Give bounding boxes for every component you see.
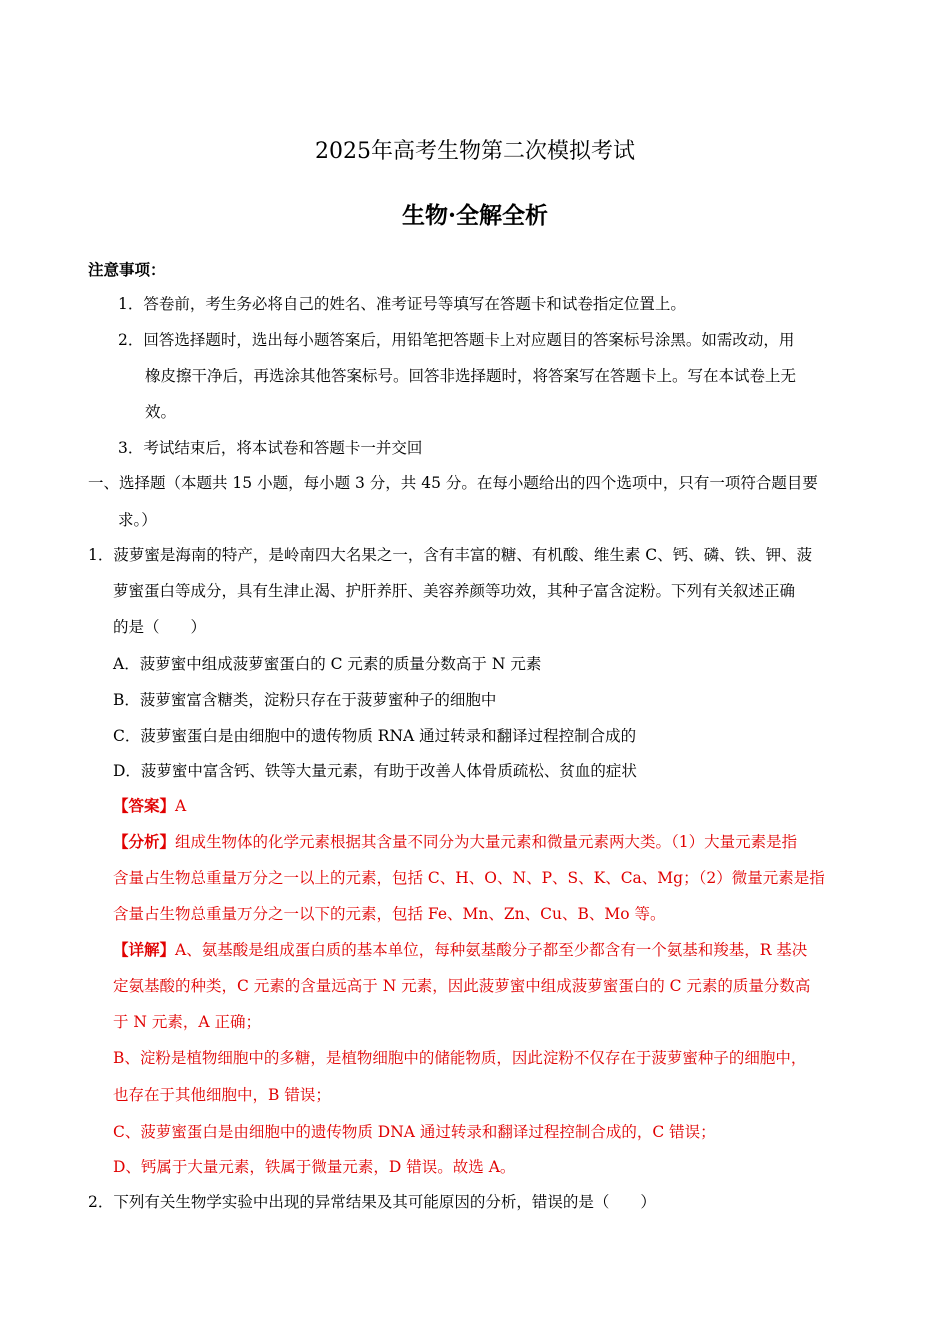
q1-analysis-line-3: 含量占生物总重量万分之一以下的元素，包括 Fe、Mn、Zn、Cu、B、Mo 等。 [113, 905, 666, 923]
notes-heading: 注意事项： [88, 260, 166, 279]
document-subtitle: 生物·全解全析 [401, 202, 548, 229]
q1-option-b: B．菠萝蜜富含糖类，淀粉只存在于菠萝蜜种子的细胞中 [113, 691, 497, 709]
q1-option-c: C．菠萝蜜蛋白是由细胞中的遗传物质 RNA 通过转录和翻译过程控制合成的 [113, 727, 637, 745]
q1-detail-line-2: 定氨基酸的种类，C 元素的含量远高于 N 元素，因此菠萝蜜中组成菠萝蜜蛋白的 C 元素的质量分数高 [113, 977, 811, 995]
analysis-text-1: 组成生物体的化学元素根据其含量不同分为大量元素和微量元素两大类。（1）大量元素是指 [175, 833, 798, 851]
q1-answer [113, 796, 186, 816]
q1-option-d: D．菠萝蜜中富含钙、铁等大量元素，有助于改善人体骨质疏松、贫血的症状 [113, 762, 637, 780]
answer-tag: 【答案】 [113, 796, 176, 815]
q1-detail-c: C、菠萝蜜蛋白是由细胞中的遗传物质 DNA 通过转录和翻译过程控制合成的，C 错误； [113, 1123, 716, 1141]
q1-stem-line-2: 萝蜜蛋白等成分，具有生津止渴、护肝养肝、美容养颜等功效，其种子富含淀粉。下列有关叙述正确 [113, 582, 796, 600]
section-heading-line-1: 一、选择题（本题共 15 小题，每小题 3 分，共 45 分。在每小题给出的四个选项中，只有一项符合题目要 [88, 474, 818, 492]
q1-stem-line-1: 1．菠萝蜜是海南的特产，是岭南四大名果之一，含有丰富的糖、有机酸、维生素 C、钙、磷、铁、钾、菠 [88, 546, 813, 564]
note-item-1: 1．答卷前，考生务必将自己的姓名、准考证号等填写在答题卡和试卷指定位置上。 [118, 295, 686, 313]
note-item-2-line-2: 橡皮擦干净后，再选涂其他答案标号。回答非选择题时，将答案写在答题卡上。写在本试卷上无 [145, 367, 797, 385]
q1-detail-line-1 [113, 940, 807, 960]
q2-stem-line-1: 2．下列有关生物学实验中出现的异常结果及其可能原因的分析，错误的是（ ） [88, 1193, 656, 1211]
q1-detail-line-3: 于 N 元素，A 正确； [113, 1013, 262, 1031]
q1-analysis-line-1 [113, 832, 797, 852]
detail-text-1: A、氨基酸是组成蛋白质的基本单位，每种氨基酸分子都至少都含有一个氨基和羧基，R 基决 [175, 941, 808, 959]
q1-detail-b-line-2: 也存在于其他细胞中，B 错误； [113, 1086, 331, 1104]
q1-option-a: A．菠萝蜜中组成菠萝蜜蛋白的 C 元素的质量分数高于 N 元素 [113, 655, 542, 673]
document-title: 2025年高考生物第二次模拟考试 [315, 139, 635, 164]
note-item-2-line-3: 效。 [145, 403, 177, 421]
detail-tag: 【详解】 [113, 940, 176, 959]
q1-stem-line-3: 的是（ ） [113, 618, 207, 636]
section-heading-line-2: 求。） [118, 511, 157, 529]
analysis-tag: 【分析】 [113, 832, 176, 851]
q1-detail-b-line-1: B、淀粉是植物细胞中的多糖，是植物细胞中的储能物质，因此淀粉不仅存在于菠萝蜜种子的细胞中， [113, 1049, 807, 1067]
answer-value: A [175, 797, 187, 815]
q1-detail-d: D、钙属于大量元素，铁属于微量元素，D 错误。故选 A。 [113, 1158, 516, 1176]
q1-analysis-line-2: 含量占生物总重量万分之一以上的元素，包括 C、H、O、N、P、S、K、Ca、Mg；（2）微量元素是指 [113, 869, 825, 887]
note-item-2-line-1: 2．回答选择题时，选出每小题答案后，用铅笔把答题卡上对应题目的答案标号涂黑。如需改动，用 [118, 331, 795, 349]
note-item-3: 3．考试结束后，将本试卷和答题卡一并交回 [118, 439, 423, 457]
